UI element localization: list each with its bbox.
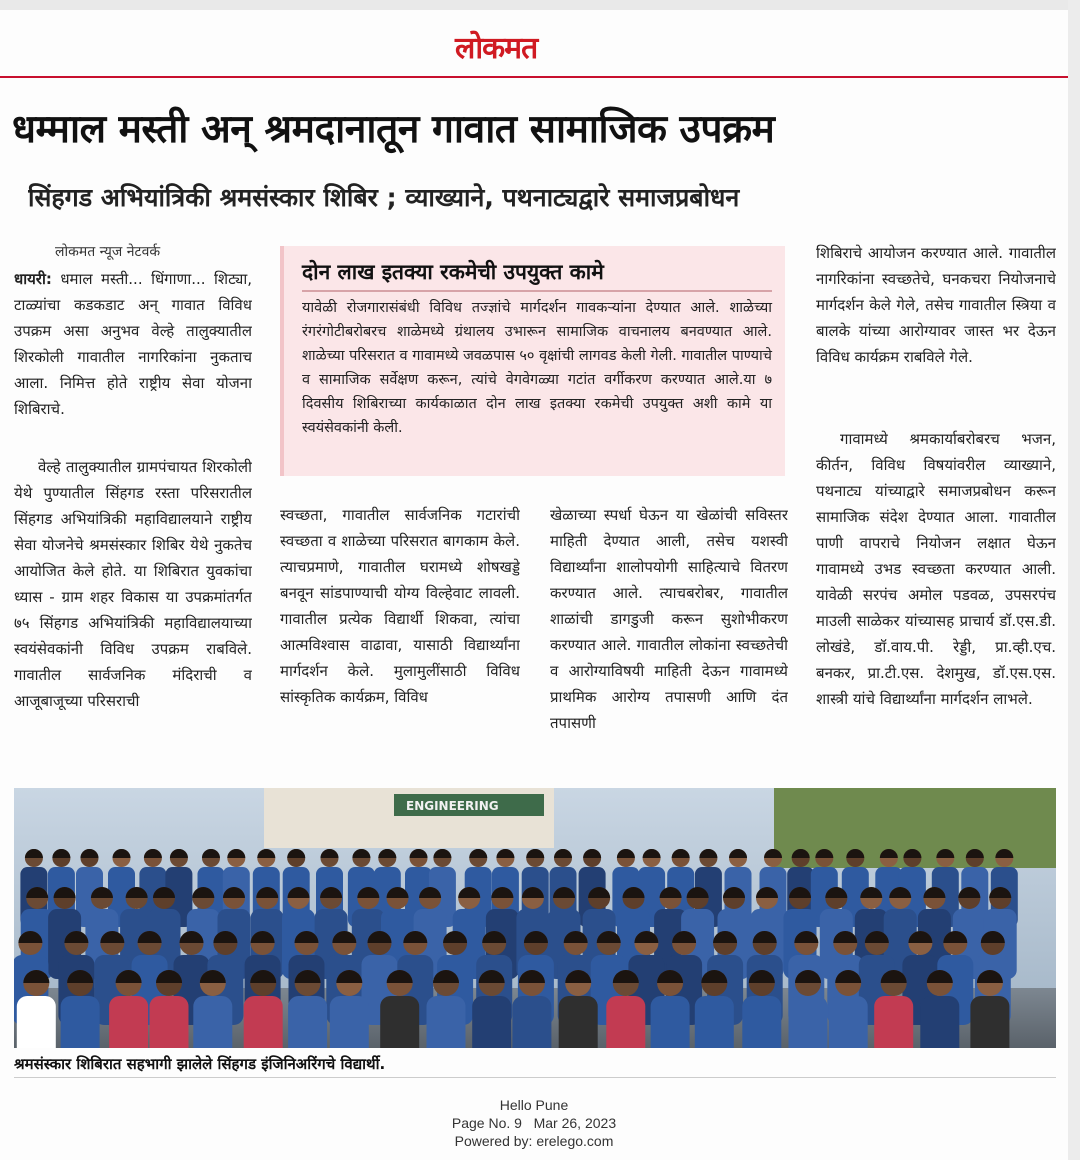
- highlight-box: [280, 246, 785, 476]
- box-body: यावेळी रोजगारासंबंधी विविध तज्ज्ञांचे मार्गदर्शन गावकऱ्यांना देण्यात आले. शाळेच्या रंगरंगोटीबरोबरच शाळेमध्ये ग्रंथालय उभारून सामाजिक वाचनालय बनवण्यात आले. शाळेच्या परिसरात व गावामध्ये जवळपास ५० वृक्षांची लागवड केली गेली. गावातील पाण्याचे व सामाजिक सर्वेक्षण करून, त्यांचे वेगवेगळ्या गटांत वर्गीकरण करण्यात आले.या ७ दिवसीय शिबिराच्या कार्यकाळात दोन लाख इतक्या रकमेची उपयुक्त अशी कामे या स्वयंसेवकांनी केली.: [302, 300, 772, 436]
- article-column-1b: [14, 454, 252, 764]
- student-body: [427, 996, 466, 1048]
- student-crowd: [14, 849, 1018, 1048]
- paragraph-6: गावामध्ये श्रमकार्याबरोबरच भजन, कीर्तन, विविध विषयांवरील व्याख्याने, पथनाट्य यांच्याद्वारे समाजप्रबोधन करून सामाजिक संदेश देण्यात आला. गावातील पाणी वापराचे नियोजन लक्षात घेऊन गावामध्ये उभड स्वच्छता करण्यात आली. यावेळी सरपंच अमोल पडवळ, उपसरपंच माउली साळेकर यांच्यासह प्राचार्य डॉ.एस.डी. लोखंडे, डॉ.वाय.पी. रेड्डी, प्रा.व्ही.एच. बनकर, प्रा.टी.एस. देशमुख, डॉ.एस.एस. शास्त्री यांचे विद्यार्थ्यांना मार्गदर्शन लाभले.: [816, 430, 1056, 708]
- paragraph-3: स्वच्छता, गावातील सार्वजनिक गटारांची स्वच्छता व शाळेच्या परिसरात बागकाम केले. त्याचप्रमाणे, गावातील घरामध्ये शोषखड्डे बनवून सांडपाण्याची योग्य विल्हेवाट लावली. गावातील प्रत्येक विद्यार्थी शिकवा, त्यांचा आत्मविश्वास वाढावा, यासाठी विद्यार्थ्यांना मार्गदर्शन केले. मुलामुलींसाठी विविध सांस्कृतिक कार्यक्रम, विविध: [280, 506, 520, 706]
- footer-page-date: Page No. 9 Mar 26, 2023: [451, 1115, 617, 1131]
- building-sign: ENGINEERING: [406, 799, 499, 813]
- student-body: [742, 996, 781, 1048]
- student-body: [970, 996, 1009, 1048]
- student-body: [330, 996, 369, 1048]
- student-body: [244, 996, 283, 1048]
- student-body: [559, 996, 598, 1048]
- student-body: [695, 996, 734, 1048]
- headline: धम्माल मस्ती अन् श्रमदानातून गावात सामाजिक उपक्रम: [12, 107, 775, 152]
- student-body: [150, 996, 189, 1048]
- student-body: [920, 996, 959, 1048]
- article-column-3: [550, 502, 788, 764]
- footer-powered-by: Powered by: erelego.com: [454, 1133, 614, 1149]
- group-photo: [14, 788, 1056, 1048]
- student-body: [193, 996, 232, 1048]
- student-body: [472, 996, 511, 1048]
- student-body: [874, 996, 913, 1048]
- article-column-1a: [14, 266, 252, 452]
- article-column-4a: [816, 240, 1056, 426]
- top-edge: [0, 0, 1080, 10]
- paragraph-1: धमाल मस्ती... धिंगाणा... शिट्या, टाळ्यांचा कडकडाट अन् गावात विविध उपक्रम असा अनुभव वेल्हे तालुक्यातील शिरकोली गावातील नागरिकांना नुकताच आला. निमित्त होते राष्ट्रीय सेवा योजना शिबिराचे.: [14, 270, 252, 418]
- box-title: दोन लाख इतक्या रकमेची उपयुक्त कामे: [302, 260, 604, 284]
- student-body: [512, 996, 551, 1048]
- masthead: [0, 10, 1068, 78]
- student-body: [380, 996, 419, 1048]
- right-edge: [1068, 0, 1080, 1160]
- article-column-4b: [816, 426, 1056, 766]
- subheadline: सिंहगड अभियांत्रिकी श्रमसंस्कार शिबिर ; व्याख्याने, पथनाट्यद्वारे समाजप्रबोधन: [28, 183, 740, 212]
- paragraph-5: शिबिराचे आयोजन करण्यात आले. गावातील नागरिकांना स्वच्छतेचे, घनकचरा नियोजनाचे मार्गदर्शन केले गेले, तसेच गावातील स्त्रिया व बालके यांच्या आरोग्यावर जास्त भर देऊन विविध कार्यक्रम राबविले गेले.: [816, 244, 1056, 366]
- student-body: [288, 996, 327, 1048]
- group-photo-illustration: [14, 788, 1056, 1048]
- lokmat-logo: लोकमत: [455, 31, 538, 66]
- student-body: [829, 996, 868, 1048]
- student-body: [109, 996, 148, 1048]
- page-footer: [0, 1096, 1068, 1150]
- box-divider: [302, 290, 772, 292]
- student-body: [17, 996, 56, 1048]
- footer-source: Hello Pune: [499, 1097, 569, 1113]
- paragraph-4: खेळाच्या स्पर्धा घेऊन या खेळांची सविस्तर माहिती देण्यात आली, तसेच यशस्वी विद्यार्थ्यांना शालोपयोगी साहित्याचे वितरण करण्यात आले. त्याचबरोबर, गावातील शाळांची डागडुजी करून सुशोभीकरण करण्यात आले. गावातील लोकांना स्वच्छतेची व आरोग्याविषयी माहिती देऊन गावामध्ये प्राथमिक आरोग्य तपासणी आणि दंत तपासणी: [550, 506, 788, 732]
- student-body: [789, 996, 828, 1048]
- byline: लोकमत न्यूज नेटवर्क: [55, 244, 161, 260]
- dateline: धायरी:: [14, 270, 52, 288]
- photo-caption: श्रमसंस्कार शिबिरात सहभागी झालेले सिंहगड इंजिनिअरिंगचे विद्यार्थी.: [14, 1050, 1056, 1078]
- student-body: [61, 996, 100, 1048]
- paragraph-2: वेल्हे तालुक्यातील ग्रामपंचायत शिरकोली येथे पुण्यातील सिंहगड रस्ता परिसरातील सिंहगड अभियांत्रिकी महाविद्यालयाने राष्ट्रीय सेवा योजनेचे श्रमसंस्कार शिबिर येथे नुकतेच आयोजित केले होते. या शिबिरात युवकांचा ध्यास - ग्राम शहर विकास या उपक्रमांतर्गत ७५ सिंहगड अभियांत्रिकी महाविद्यालयाच्या स्वयंसेवकांनी विविध उपक्रम राबविले. गावातील सार्वजनिक मंदिराची व आजूबाजूच्या परिसराची: [14, 458, 252, 710]
- student-body: [606, 996, 645, 1048]
- student-body: [651, 996, 690, 1048]
- article-column-2: [280, 502, 520, 764]
